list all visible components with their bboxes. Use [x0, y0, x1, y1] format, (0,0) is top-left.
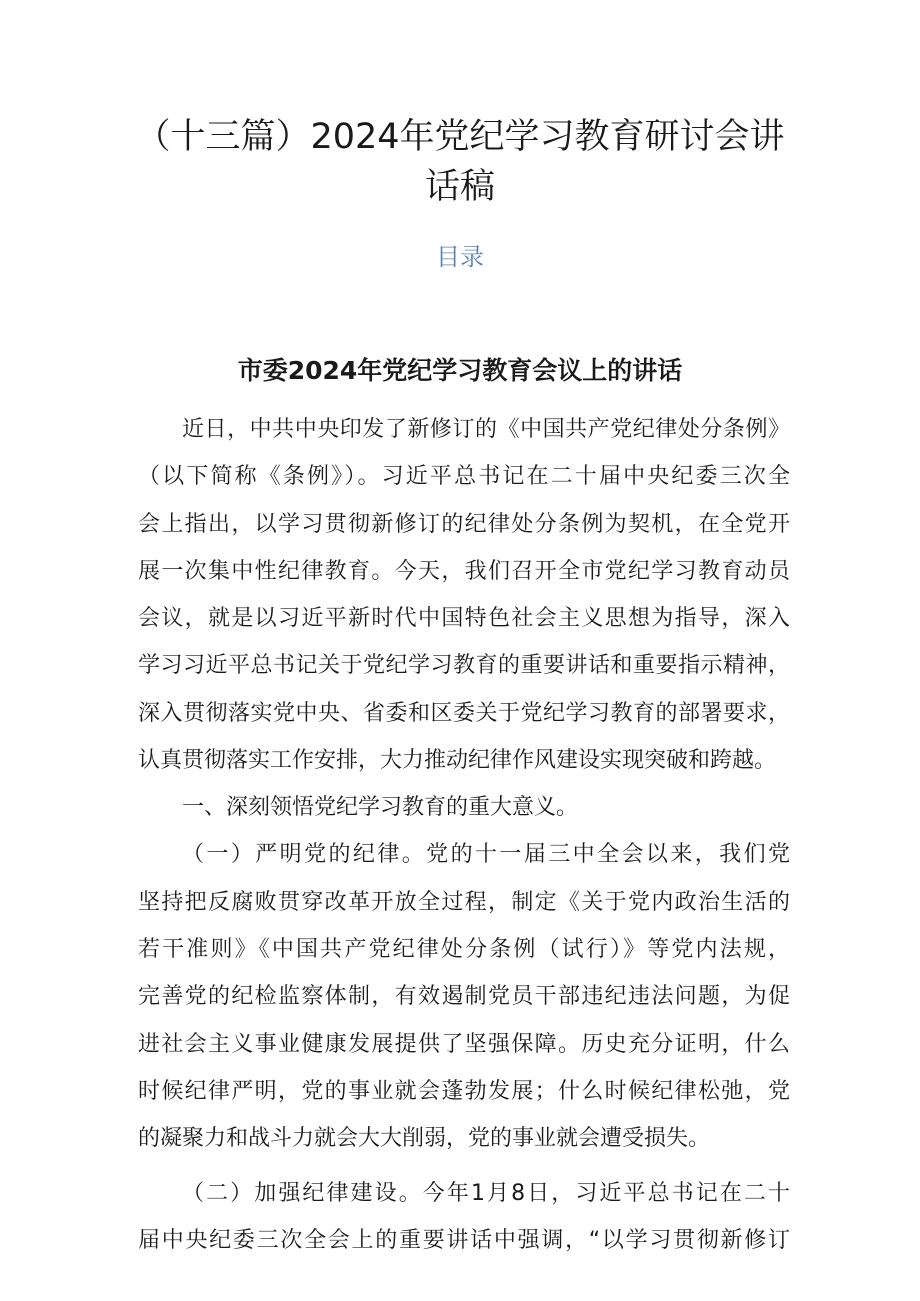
paragraph-line: 会上指出，以学习贯彻新修订的纪律处分条例为契机，在全党开 — [138, 512, 790, 537]
toc-link[interactable]: 目录 — [436, 243, 484, 271]
paragraph-line: 学习习近平总书记关于党纪学习教育的重要讲话和重要指示精神， — [138, 653, 790, 678]
paragraph-line: 的凝聚力和战斗力就会大大削弱，党的事业就会遭受损失。 — [138, 1126, 711, 1151]
paragraph-line: 完善党的纪检监察体制，有效遏制党员干部违纪违法问题，为促 — [138, 984, 790, 1009]
paragraph-line: （一）严明党的纪律。党的十一届三中全会以来，我们党 — [182, 842, 790, 867]
paragraph-line: 深入贯彻落实党中央、省委和区委关于党纪学习教育的部署要求， — [138, 701, 790, 726]
paragraph-line: 近日，中共中央印发了新修订的《中国共产党纪律处分条例》 — [182, 417, 790, 442]
paragraph-line: 时候纪律严明，党的事业就会蓬勃发展；什么时候纪律松弛，党 — [138, 1079, 790, 1104]
paragraph-line: 会议，就是以习近平新时代中国特色社会主义思想为指导，深入 — [138, 606, 790, 631]
paragraph-line: （以下简称《条例》）。习近平总书记在二十届中央纪委三次全 — [138, 464, 790, 489]
section-title: 市委2024年党纪学习教育会议上的讲话 — [237, 355, 683, 385]
document-title-line-1: （十三篇）2024年党纪学习教育研讨会讲 — [135, 117, 785, 157]
document-title-line-2: 话稿 — [424, 167, 495, 207]
paragraph-line: 展一次集中性纪律教育。今天，我们召开全市党纪学习教育动员 — [138, 559, 790, 584]
heading-line: 一、深刻领悟党纪学习教育的重大意义。 — [182, 795, 579, 820]
paragraph-line: 进社会主义事业健康发展提供了坚强保障。历史充分证明，什么 — [138, 1032, 790, 1057]
paragraph-line: （二）加强纪律建设。今年1月8日，习近平总书记在二十 — [182, 1181, 790, 1206]
paragraph-line: 届中央纪委三次全会上的重要讲话中强调，“以学习贯彻新修订 — [138, 1228, 790, 1253]
paragraph-line: 若干准则》《中国共产党纪律处分条例（试行）》等党内法规， — [138, 937, 790, 962]
paragraph-line: 认真贯彻落实工作安排，大力推动纪律作风建设实现突破和跨越。 — [138, 748, 777, 773]
paragraph-line: 坚持把反腐败贯穿改革开放全过程，制定《关于党内政治生活的 — [138, 890, 790, 915]
